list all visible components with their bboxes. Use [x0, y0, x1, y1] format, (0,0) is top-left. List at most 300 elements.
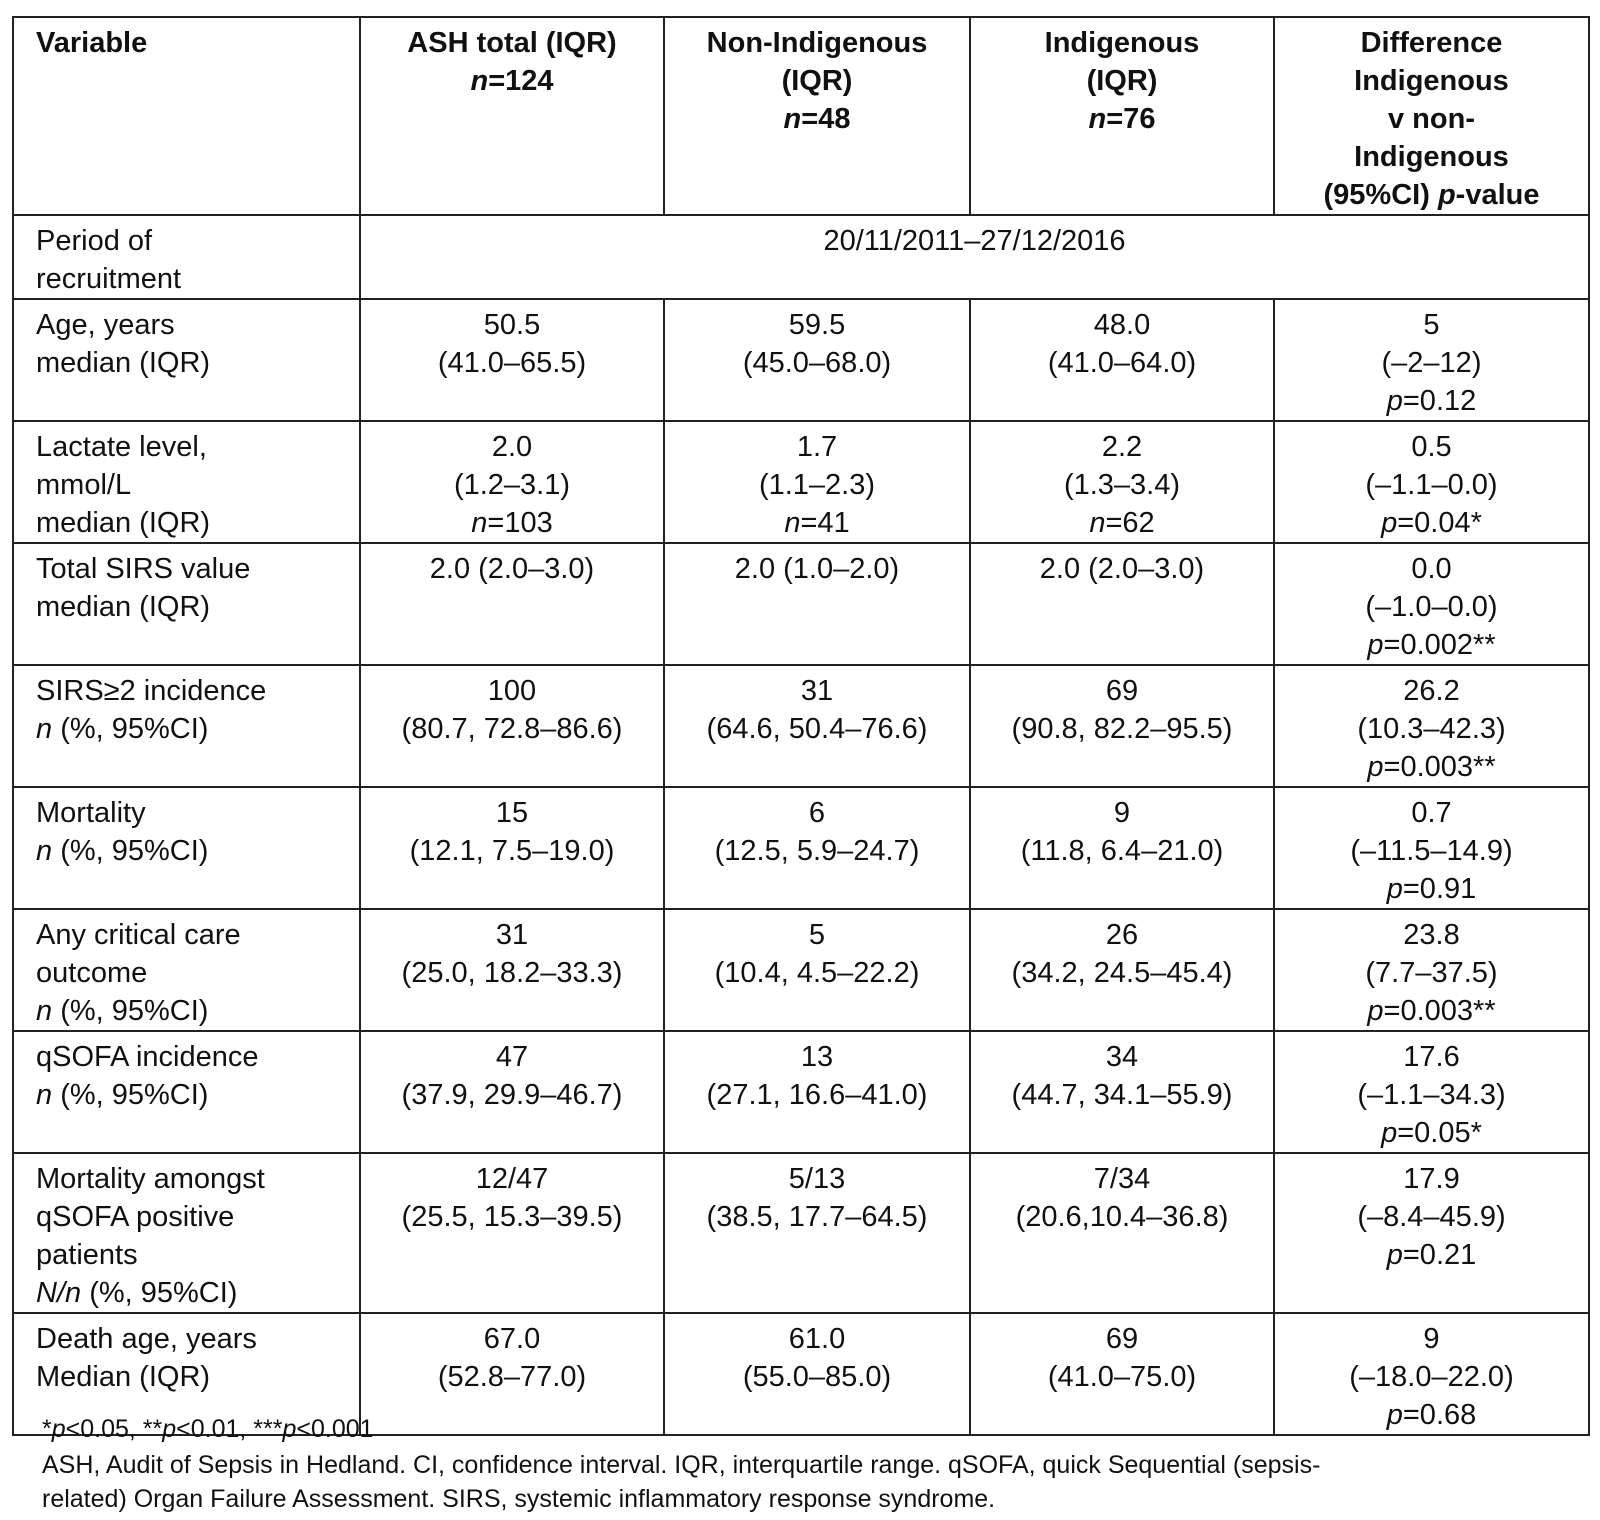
text-segment: Death age, years — [36, 1323, 257, 1355]
cell-line — [1283, 344, 1580, 382]
cell-line — [36, 1320, 351, 1358]
text-segment: p — [162, 1415, 177, 1443]
cell-line — [36, 1076, 351, 1114]
cell-line — [369, 306, 655, 344]
cell-line — [36, 672, 351, 710]
cell-line — [1283, 466, 1580, 504]
cell-line — [36, 1236, 351, 1274]
column-header-variable — [13, 17, 360, 215]
cell-line — [36, 504, 351, 542]
cell-line — [979, 672, 1265, 710]
cell-line — [36, 222, 351, 260]
cell-line — [979, 832, 1265, 870]
text-segment: (20.6,10.4–36.8) — [1015, 1201, 1229, 1233]
text-segment: 0.0 — [1411, 553, 1452, 585]
text-segment: (–1.1–34.3) — [1357, 1079, 1506, 1111]
column-header-difference — [1274, 17, 1589, 215]
cell-line — [36, 550, 351, 588]
table-row — [13, 1153, 1589, 1313]
row-label — [13, 1031, 360, 1153]
cell-difference — [1274, 421, 1589, 543]
cell-line — [369, 428, 655, 466]
cell-line — [673, 1358, 961, 1396]
cell-line — [673, 504, 961, 542]
text-segment: 5 — [1423, 309, 1440, 341]
text-segment: =0.04* — [1397, 507, 1482, 539]
text-segment: Indigenous — [1354, 141, 1509, 173]
text-segment: (%, 95%CI) — [81, 1277, 238, 1309]
text-segment: n — [36, 1079, 53, 1111]
cell-line — [369, 672, 655, 710]
text-segment: p — [1367, 995, 1384, 1027]
text-segment: (90.8, 82.2–95.5) — [1011, 713, 1233, 745]
cell-line — [979, 466, 1265, 504]
cell-line — [369, 710, 655, 748]
cell-line — [369, 1320, 655, 1358]
table-row — [13, 787, 1589, 909]
cell-line — [36, 1198, 351, 1236]
text-segment: =62 — [1105, 507, 1155, 539]
text-segment: v non- — [1388, 103, 1475, 135]
text-segment: =124 — [488, 65, 554, 97]
cell-line — [36, 1274, 351, 1312]
text-segment: (64.6, 50.4–76.6) — [706, 713, 928, 745]
cell-line — [979, 794, 1265, 832]
text-segment: (52.8–77.0) — [437, 1361, 587, 1393]
cell-line — [979, 504, 1265, 542]
text-segment: 2.0 — [491, 431, 533, 463]
cell-line — [1283, 588, 1580, 626]
text-segment: Indigenous — [1354, 65, 1509, 97]
cell-ash-total — [360, 299, 664, 421]
text-segment: 23.8 — [1403, 919, 1460, 951]
cell-line — [1283, 832, 1580, 870]
column-header-non-indigenous — [664, 17, 970, 215]
text-segment: recruitment — [36, 263, 182, 295]
cell-line — [673, 1038, 961, 1076]
cell-line — [1283, 100, 1580, 138]
text-segment: 26 — [1105, 919, 1139, 951]
text-segment: (37.9, 29.9–46.7) — [401, 1079, 623, 1111]
text-segment: (41.0–64.0) — [1047, 347, 1197, 379]
text-segment: 17.9 — [1403, 1163, 1460, 1195]
cell-line — [1283, 1038, 1580, 1076]
row-label — [13, 665, 360, 787]
text-segment: 0.5 — [1411, 431, 1452, 463]
text-segment: n — [36, 835, 53, 867]
text-segment: 1.7 — [796, 431, 838, 463]
cell-line — [369, 954, 655, 992]
text-segment: Period of — [36, 225, 153, 257]
cell-line — [979, 306, 1265, 344]
row-label — [13, 215, 360, 299]
text-segment: n — [36, 713, 53, 745]
cell-non-indigenous — [664, 1313, 970, 1435]
cell-line — [1283, 138, 1580, 176]
column-header-indigenous — [970, 17, 1274, 215]
cell-indigenous — [970, 1031, 1274, 1153]
text-segment: (IQR) — [1086, 65, 1158, 97]
text-segment: (7.7–37.5) — [1365, 957, 1498, 989]
cell-line — [979, 62, 1265, 100]
text-segment: 69 — [1105, 1323, 1139, 1355]
cell-line — [36, 1358, 351, 1396]
text-segment: (1.3–3.4) — [1063, 469, 1181, 501]
cell-line — [1283, 504, 1580, 542]
text-segment: =103 — [487, 507, 553, 539]
cell-non-indigenous — [664, 1153, 970, 1313]
cell-line — [369, 466, 655, 504]
cell-line — [979, 710, 1265, 748]
cell-line — [1283, 794, 1580, 832]
cell-line — [673, 794, 961, 832]
text-segment: (10.4, 4.5–22.2) — [714, 957, 920, 989]
cell-line — [673, 916, 961, 954]
text-segment: 34 — [1105, 1041, 1139, 1073]
cell-line — [369, 794, 655, 832]
cell-line — [369, 916, 655, 954]
cell-difference — [1274, 665, 1589, 787]
text-segment: 2.0 (2.0–3.0) — [429, 553, 595, 585]
cell-line — [1283, 916, 1580, 954]
text-segment: qSOFA positive — [36, 1201, 235, 1233]
cell-line — [979, 344, 1265, 382]
row-label — [13, 787, 360, 909]
cell-indigenous — [970, 1313, 1274, 1435]
cell-line — [369, 504, 655, 542]
text-segment: n — [470, 65, 489, 97]
cell-line — [36, 710, 351, 748]
text-segment: Median (IQR) — [36, 1361, 211, 1393]
text-segment: n — [36, 995, 53, 1027]
cell-line — [1283, 1198, 1580, 1236]
cell-line — [673, 672, 961, 710]
cell-line — [1283, 1236, 1580, 1274]
cell-line — [979, 24, 1265, 62]
text-segment: (80.7, 72.8–86.6) — [401, 713, 623, 745]
row-label — [13, 543, 360, 665]
cell-line — [1283, 710, 1580, 748]
text-segment: (1.2–3.1) — [453, 469, 571, 501]
cell-line — [369, 344, 655, 382]
text-segment: =0.68 — [1402, 1399, 1477, 1431]
cell-line — [1283, 550, 1580, 588]
cell-line — [673, 550, 961, 588]
text-segment: (38.5, 17.7–64.5) — [706, 1201, 928, 1233]
cell-line — [1283, 24, 1580, 62]
text-segment: 2.2 — [1101, 431, 1143, 463]
cell-line — [1283, 1320, 1580, 1358]
text-segment: (%, 95%CI) — [52, 713, 209, 745]
cell-difference — [1274, 1313, 1589, 1435]
text-segment: (–18.0–22.0) — [1349, 1361, 1514, 1393]
cell-line — [979, 1320, 1265, 1358]
text-segment: (–8.4–45.9) — [1357, 1201, 1506, 1233]
footnote-line — [42, 1482, 995, 1516]
cell-line — [1283, 428, 1580, 466]
cell-line — [1283, 992, 1580, 1030]
text-segment: =76 — [1106, 103, 1156, 135]
text-segment: (1.1–2.3) — [758, 469, 876, 501]
cell-ash-total — [360, 787, 664, 909]
cell-line — [1283, 306, 1580, 344]
text-segment: 9 — [1113, 797, 1131, 829]
cell-line — [673, 1198, 961, 1236]
cell-line — [36, 306, 351, 344]
cell-difference — [1274, 1031, 1589, 1153]
text-segment: (41.0–75.0) — [1047, 1361, 1197, 1393]
text-segment: (–1.1–0.0) — [1365, 469, 1498, 501]
cell-line — [369, 1076, 655, 1114]
table-row — [13, 1031, 1589, 1153]
cell-ash-total — [360, 909, 664, 1031]
text-segment: =0.002** — [1383, 629, 1496, 661]
text-segment: 5 — [808, 919, 826, 951]
table-row — [13, 543, 1589, 665]
cell-line — [979, 1358, 1265, 1396]
text-segment: p — [1367, 751, 1384, 783]
cell-line — [979, 916, 1265, 954]
row-label — [13, 1153, 360, 1313]
text-segment: <0.001 — [296, 1415, 374, 1443]
cell-line — [673, 24, 961, 62]
cell-line — [1283, 1076, 1580, 1114]
text-segment: n — [471, 507, 488, 539]
cell-line — [369, 1160, 655, 1198]
text-segment: 2.0 (2.0–3.0) — [1039, 553, 1205, 585]
cell-line — [673, 100, 961, 138]
table-row — [13, 421, 1589, 543]
cell-line — [36, 954, 351, 992]
cell-difference — [1274, 299, 1589, 421]
footnote-line — [42, 1448, 1320, 1482]
cell-ash-total — [360, 1153, 664, 1313]
cell-line — [1283, 626, 1580, 664]
text-segment: <0.01, *** — [176, 1415, 283, 1443]
row-label — [13, 299, 360, 421]
cell-line — [979, 428, 1265, 466]
text-segment: 100 — [487, 675, 537, 707]
text-segment: (–1.0–0.0) — [1365, 591, 1498, 623]
text-segment: Any critical care — [36, 919, 241, 951]
period-value — [360, 215, 1589, 299]
cell-line — [36, 466, 351, 504]
cell-ash-total — [360, 665, 664, 787]
text-segment: =0.21 — [1402, 1239, 1477, 1271]
cell-line — [673, 1160, 961, 1198]
cell-line — [1283, 748, 1580, 786]
cell-non-indigenous — [664, 299, 970, 421]
text-segment: median (IQR) — [36, 591, 211, 623]
text-segment: outcome — [36, 957, 148, 989]
cell-line — [979, 1198, 1265, 1236]
cell-line — [36, 1160, 351, 1198]
text-segment: qSOFA incidence — [36, 1041, 259, 1073]
text-segment: 59.5 — [788, 309, 846, 341]
cell-line — [1283, 1160, 1580, 1198]
footnote-line — [42, 1412, 374, 1446]
cell-line — [36, 24, 351, 62]
cell-indigenous — [970, 543, 1274, 665]
text-segment: 31 — [495, 919, 529, 951]
cell-non-indigenous — [664, 909, 970, 1031]
cell-line — [369, 24, 655, 62]
text-segment: 47 — [495, 1041, 529, 1073]
text-segment: (10.3–42.3) — [1357, 713, 1506, 745]
text-segment: p — [1381, 1117, 1398, 1149]
text-segment: 48.0 — [1093, 309, 1151, 341]
text-segment: n — [1088, 103, 1107, 135]
results-table — [12, 16, 1590, 1436]
text-segment: Age, years — [36, 309, 175, 341]
cell-line — [673, 62, 961, 100]
cell-non-indigenous — [664, 665, 970, 787]
cell-line — [36, 794, 351, 832]
text-segment: ASH, Audit of Sepsis in Hedland. CI, confidence interval. IQR, interquartile range. qSOFA, quick Sequential (sepsis- — [42, 1451, 1321, 1479]
cell-line — [1283, 382, 1580, 420]
cell-line — [979, 550, 1265, 588]
cell-non-indigenous — [664, 543, 970, 665]
text-segment: p — [1437, 179, 1456, 211]
text-segment: patients — [36, 1239, 138, 1271]
text-segment: (25.0, 18.2–33.3) — [401, 957, 623, 989]
text-segment: n — [1089, 507, 1106, 539]
text-segment: 50.5 — [483, 309, 541, 341]
text-segment: =41 — [800, 507, 850, 539]
text-segment: (41.0–65.5) — [437, 347, 587, 379]
cell-non-indigenous — [664, 421, 970, 543]
text-segment: Mortality amongst — [36, 1163, 265, 1195]
text-segment: 7/34 — [1093, 1163, 1151, 1195]
table-row — [13, 909, 1589, 1031]
text-segment: (–2–12) — [1381, 347, 1482, 379]
text-segment: p — [1386, 873, 1403, 905]
text-segment: p — [1386, 385, 1403, 417]
cell-indigenous — [970, 299, 1274, 421]
cell-line — [369, 62, 655, 100]
text-segment: Difference — [1360, 27, 1503, 59]
text-segment: =0.003** — [1383, 995, 1496, 1027]
cell-difference — [1274, 1153, 1589, 1313]
column-header-ash-total — [360, 17, 664, 215]
cell-line — [673, 1320, 961, 1358]
cell-line — [369, 832, 655, 870]
cell-line — [369, 1358, 655, 1396]
cell-line — [36, 428, 351, 466]
header-row — [13, 17, 1589, 215]
cell-difference — [1274, 787, 1589, 909]
cell-ash-total — [360, 1031, 664, 1153]
cell-line — [673, 1076, 961, 1114]
text-segment: 9 — [1423, 1323, 1440, 1355]
text-segment: Variable — [36, 27, 148, 59]
text-segment: 67.0 — [483, 1323, 541, 1355]
table-row — [13, 215, 1589, 299]
cell-line — [369, 222, 1580, 260]
text-segment: (55.0–85.0) — [742, 1361, 892, 1393]
cell-line — [979, 1160, 1265, 1198]
cell-indigenous — [970, 909, 1274, 1031]
text-segment: 31 — [800, 675, 834, 707]
cell-indigenous — [970, 1153, 1274, 1313]
text-segment: * — [42, 1415, 52, 1443]
cell-indigenous — [970, 665, 1274, 787]
text-segment: Non-Indigenous — [706, 27, 928, 59]
text-segment: p — [1381, 507, 1398, 539]
text-segment: (95%CI) — [1323, 179, 1438, 211]
cell-line — [979, 100, 1265, 138]
cell-line — [36, 588, 351, 626]
text-segment: related) Organ Failure Assessment. SIRS, systemic inflammatory response syndrome. — [42, 1485, 996, 1513]
text-segment: (%, 95%CI) — [52, 995, 209, 1027]
table-row — [13, 665, 1589, 787]
cell-line — [673, 466, 961, 504]
cell-line — [1283, 62, 1580, 100]
text-segment: 20/11/2011–27/12/2016 — [823, 225, 1126, 257]
text-segment: (44.7, 34.1–55.9) — [1011, 1079, 1233, 1111]
cell-line — [979, 1076, 1265, 1114]
cell-indigenous — [970, 787, 1274, 909]
text-segment: 61.0 — [788, 1323, 846, 1355]
text-segment: (IQR) — [781, 65, 853, 97]
text-segment: (%, 95%CI) — [52, 1079, 209, 1111]
text-segment: mmol/L — [36, 469, 132, 501]
cell-non-indigenous — [664, 787, 970, 909]
text-segment: (25.5, 15.3–39.5) — [401, 1201, 623, 1233]
text-segment: p — [282, 1415, 297, 1443]
text-segment: p — [51, 1415, 66, 1443]
text-segment: 13 — [800, 1041, 834, 1073]
text-segment: =0.12 — [1402, 385, 1477, 417]
text-segment: =0.91 — [1402, 873, 1477, 905]
cell-line — [36, 1038, 351, 1076]
text-segment: (%, 95%CI) — [52, 835, 209, 867]
text-segment: p — [1386, 1239, 1403, 1271]
cell-difference — [1274, 543, 1589, 665]
text-segment: 0.7 — [1411, 797, 1452, 829]
cell-line — [36, 344, 351, 382]
cell-line — [369, 550, 655, 588]
cell-line — [673, 832, 961, 870]
text-segment: 12/47 — [475, 1163, 549, 1195]
text-segment: Total SIRS value — [36, 553, 251, 585]
text-segment: (12.1, 7.5–19.0) — [409, 835, 615, 867]
text-segment: p — [1367, 629, 1384, 661]
cell-difference — [1274, 909, 1589, 1031]
text-segment: (27.1, 16.6–41.0) — [706, 1079, 928, 1111]
cell-line — [1283, 1396, 1580, 1434]
text-segment: n — [784, 507, 801, 539]
text-segment: (11.8, 6.4–21.0) — [1020, 835, 1224, 867]
text-segment: median (IQR) — [36, 347, 211, 379]
cell-line — [1283, 1114, 1580, 1152]
cell-ash-total — [360, 421, 664, 543]
text-segment: 69 — [1105, 675, 1139, 707]
text-segment: Lactate level, — [36, 431, 207, 463]
cell-line — [673, 344, 961, 382]
text-segment: (34.2, 24.5–45.4) — [1011, 957, 1233, 989]
table-body — [13, 215, 1589, 1435]
text-segment: -value — [1455, 179, 1540, 211]
text-segment: Indigenous — [1044, 27, 1200, 59]
cell-line — [1283, 870, 1580, 908]
cell-ash-total — [360, 1313, 664, 1435]
text-segment: 5/13 — [788, 1163, 846, 1195]
cell-line — [673, 428, 961, 466]
text-segment: =0.003** — [1383, 751, 1496, 783]
text-segment: p — [1386, 1399, 1403, 1431]
text-segment: 26.2 — [1403, 675, 1460, 707]
